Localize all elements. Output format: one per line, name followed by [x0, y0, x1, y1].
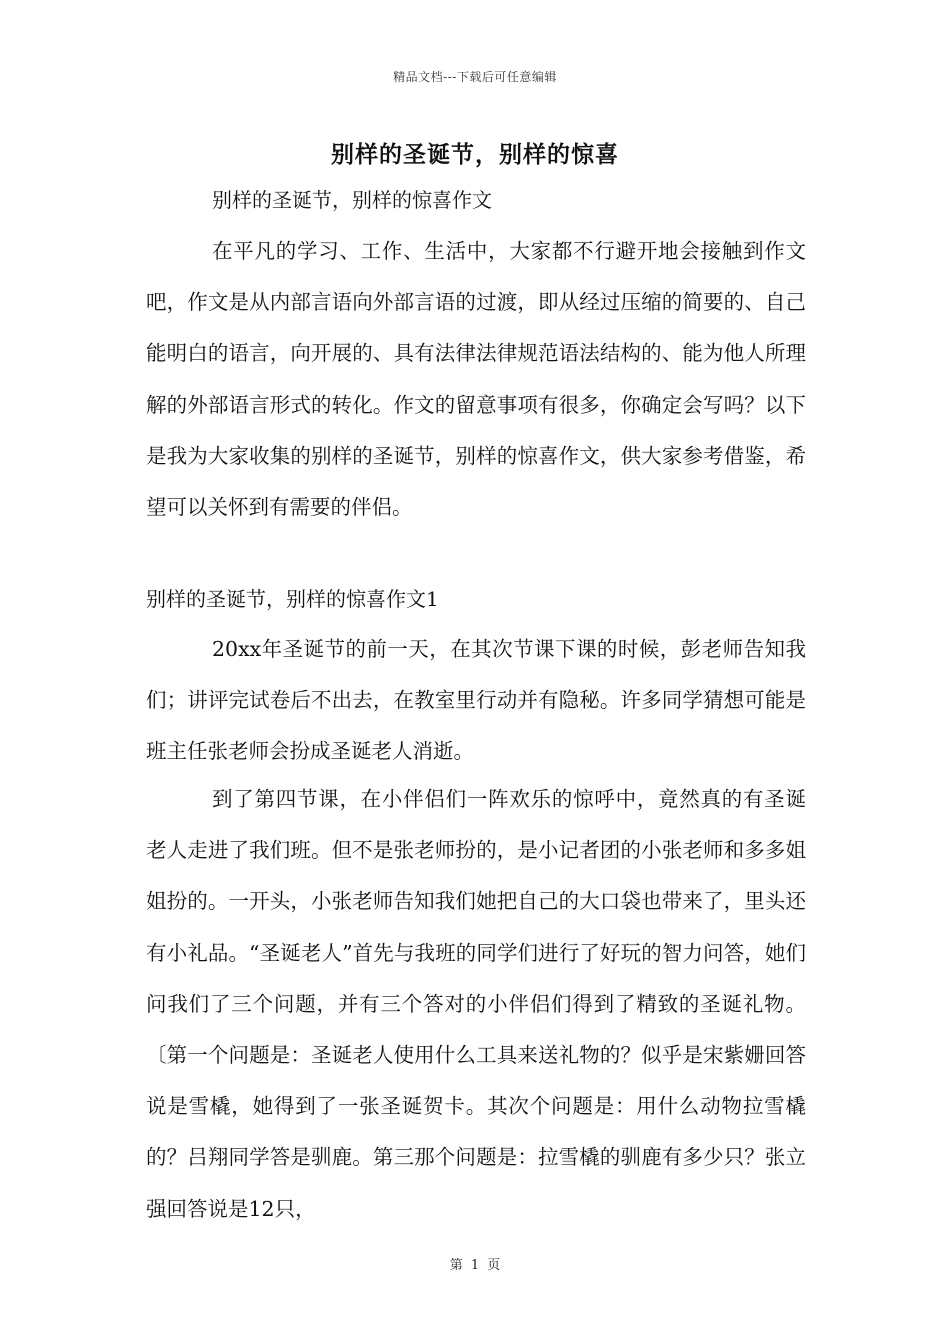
intro-paragraph: 在平凡的学习、工作、生活中，大家都不行避开地会接触到作文吧，作文是从内部言语向外部言语的过渡，即从经过压缩的简要的、自己能明白的语言，向开展的、具有法律法律规范语法结构的、能为他人所理解的外部语言形式的转化。作文的留意事项有很多，你确定会写吗？以下是我为大家收集的别样的圣诞节，别样的惊喜作文，供大家参考借鉴，希望可以关怀到有需要的伴侣。	[146, 239, 806, 520]
page-header: 精品文档---下载后可任意编辑	[393, 70, 557, 84]
body-paragraph-1: 20xx年圣诞节的前一天，在其次节课下课的时候，彭老师告知我们；讲评完试卷后不出去，在教室里行动并有隐秘。许多同学猜想可能是班主任张老师会扮成圣诞老人消逝。	[146, 637, 806, 764]
body-paragraph-2: 到了第四节课，在小伴侣们一阵欢乐的惊呼中，竟然真的有圣诞老人走进了我们班。但不是张老师扮的，是小记者团的小张老师和多多姐姐扮的。一开头，小张老师告知我们她把自己的大口袋也带来了，里头还有小礼品。“圣诞老人”首先与我班的同学们进行了好玩的智力问答，她们问我们了三个问题，并有三个答对的小伴侣们得到了精致的圣诞礼物。〔第一个问题是：圣诞老人使用什么工具来送礼物的？似乎是宋紫姗回答说是雪橇，她得到了一张圣诞贺卡。其次个问题是：用什么动物拉雪橇的？吕翔同学答是驯鹿。第三那个问题是：拉雪橇的驯鹿有多少只？张立强回答说是12只，	[146, 787, 806, 1221]
document-subtitle: 别样的圣诞节，别样的惊喜作文	[212, 188, 492, 212]
section-heading: 别样的圣诞节，别样的惊喜作文1	[146, 587, 439, 611]
document-title: 别样的圣诞节，别样的惊喜	[331, 141, 619, 168]
page-number: 第 1 页	[449, 1258, 501, 1273]
